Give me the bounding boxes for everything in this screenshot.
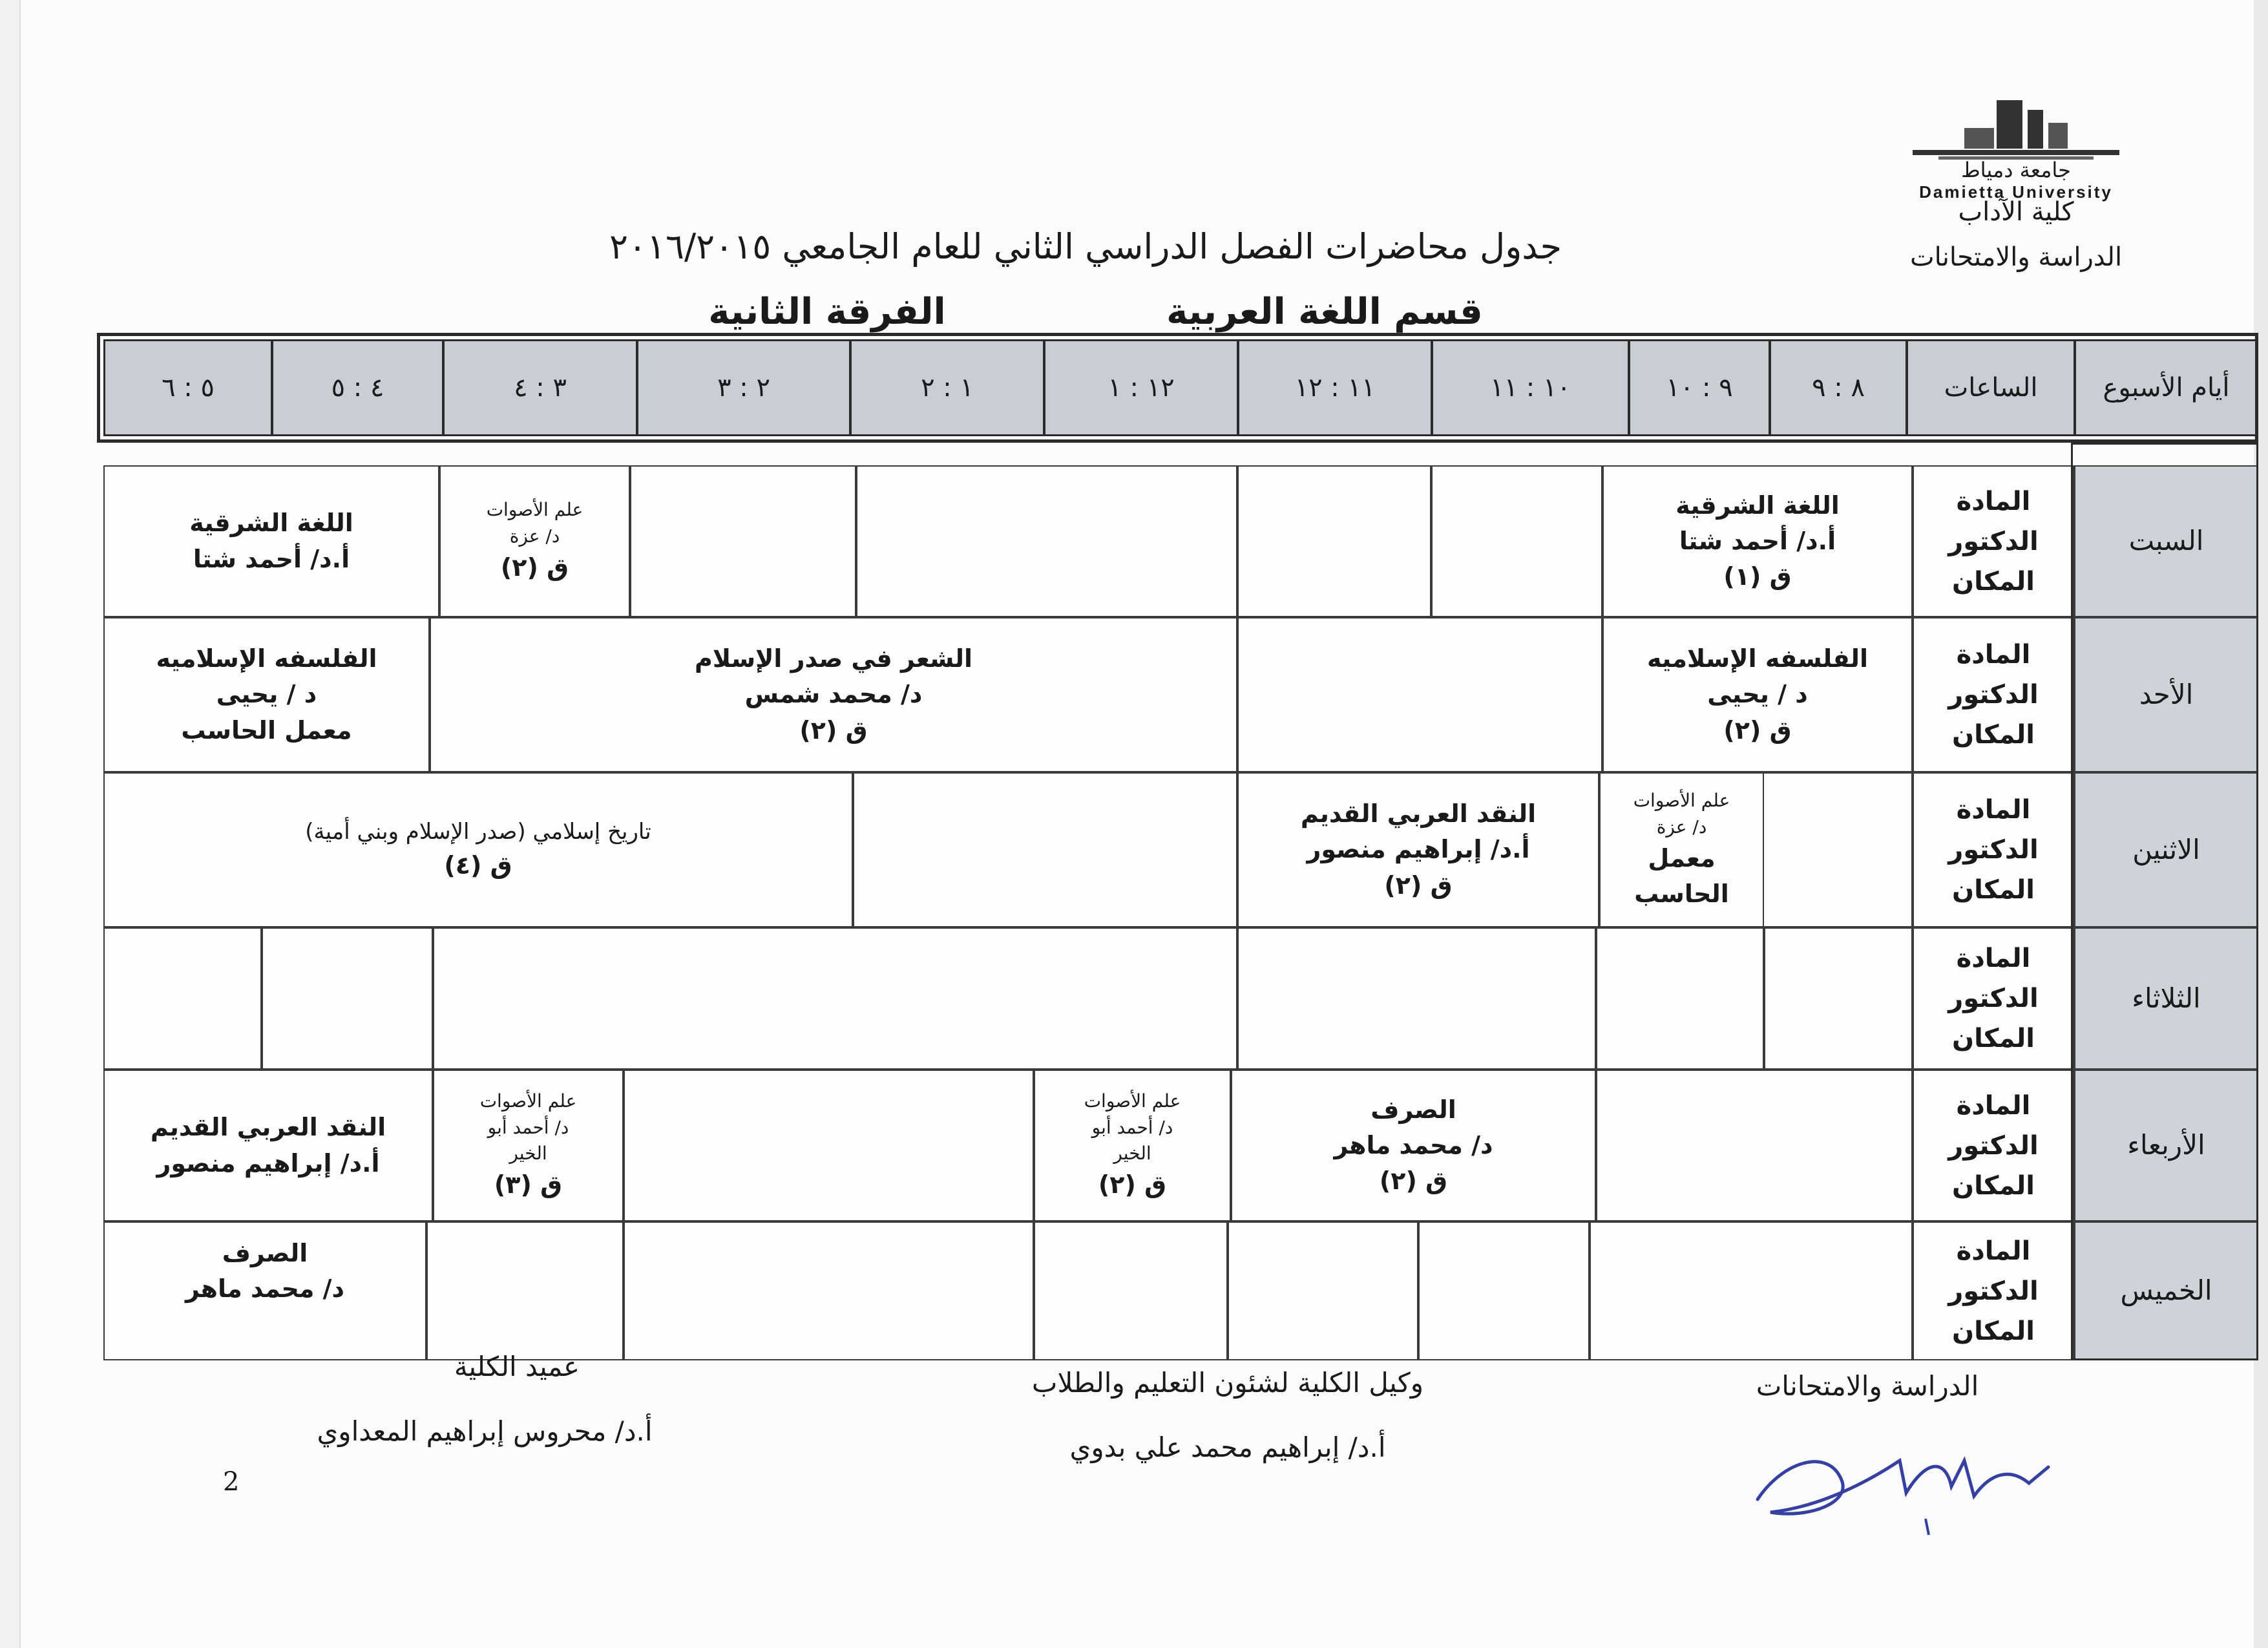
class-cell — [433, 1070, 624, 1221]
empty-cell — [624, 1221, 1034, 1360]
time-slot: ١ : ٢ — [850, 339, 1045, 436]
university-logo-icon — [1900, 97, 2132, 162]
label-place: المكان — [1952, 1024, 2035, 1053]
label-doctor: الدكتور — [1948, 1276, 2039, 1306]
label-place: المكان — [1952, 875, 2035, 905]
row-label — [1913, 927, 2074, 1070]
class-cell — [1231, 1070, 1596, 1221]
days-frame — [2071, 443, 2258, 1360]
empty-cell — [262, 927, 433, 1070]
row-label — [1913, 617, 2074, 772]
time-slot: ١١ : ١٢ — [1237, 339, 1433, 436]
empty-cell — [1237, 465, 1431, 617]
empty-cell — [1237, 617, 1602, 772]
doctor: الخير — [1113, 1143, 1151, 1165]
place: ق (٢) — [1723, 715, 1792, 745]
empty-cell — [853, 772, 1237, 927]
empty-cell — [1418, 1221, 1590, 1360]
empty-cell — [1596, 1070, 1913, 1221]
dean-title: عميد الكلية — [454, 1351, 580, 1382]
doctor: د/ أحمد أبو — [487, 1116, 569, 1138]
row-label — [1913, 772, 2074, 927]
place: ق (٣) — [494, 1170, 563, 1199]
class-cell — [1237, 772, 1599, 927]
days-header: أيام الأسبوع — [2074, 339, 2258, 436]
class-cell — [103, 465, 439, 617]
label-subject: المادة — [1956, 640, 2031, 670]
university-name-en: Damietta University — [1919, 182, 2113, 202]
subject: الصرف — [222, 1239, 308, 1267]
label-doctor: الدكتور — [1948, 835, 2039, 865]
label-doctor: الدكتور — [1948, 984, 2039, 1013]
subject: النقد العربي القديم — [150, 1113, 386, 1142]
empty-cell — [433, 927, 1237, 1070]
subject: الصرف — [1370, 1095, 1456, 1124]
empty-cell — [1590, 1221, 1913, 1360]
class-cell — [103, 1070, 433, 1221]
subject: الفلسفه الإسلاميه — [156, 644, 377, 673]
doctor: د / يحيى — [216, 680, 317, 709]
subject: الفلسفه الإسلاميه — [1646, 644, 1869, 673]
vice-dean-name: أ.د/ إبراهيم محمد علي بدوي — [1069, 1431, 1386, 1463]
place: معمل — [1648, 843, 1716, 872]
empty-cell — [1431, 465, 1602, 617]
doctor: الخير — [509, 1143, 547, 1165]
doctor: د/ محمد ماهر — [185, 1274, 344, 1304]
place: ق (٢) — [799, 715, 868, 745]
class-cell — [103, 772, 853, 927]
class-cell — [1602, 617, 1913, 772]
day-label: الأربعاء — [2127, 1129, 2205, 1161]
doctor: د/ محمد شمس — [744, 680, 923, 709]
row-label — [1913, 1221, 2074, 1360]
label-place: المكان — [1952, 720, 2035, 750]
time-slot: ١٢ : ١ — [1044, 339, 1239, 436]
row-label — [1913, 465, 2074, 617]
subject: علم الأصوات — [1084, 1090, 1181, 1112]
time-slot: ٩ : ١٠ — [1628, 339, 1770, 436]
time-slot: ١٠ : ١١ — [1431, 339, 1630, 436]
label-subject: المادة — [1956, 1090, 2031, 1121]
place: ق (١) — [1723, 562, 1792, 591]
empty-cell — [856, 465, 1237, 617]
subject: تاريخ إسلامي (صدر الإسلام وبني أمية) — [305, 818, 651, 845]
place: ق (٢) — [500, 553, 569, 582]
day-label: الثلاثاء — [2132, 982, 2201, 1014]
place: الحاسب — [1634, 879, 1729, 908]
label-subject: المادة — [1956, 486, 2031, 516]
hours-header: الساعات — [1906, 339, 2075, 436]
subject: علم الأصوات — [479, 1090, 577, 1112]
time-slot: ٢ : ٣ — [636, 339, 851, 436]
empty-cell — [624, 1070, 1034, 1221]
subject: علم الأصوات — [1633, 790, 1730, 812]
dean-name: أ.د/ محروس إبراهيم المعداوي — [317, 1415, 653, 1447]
class-cell — [439, 465, 630, 617]
time-slot: ٨ : ٩ — [1769, 339, 1907, 436]
page-number: 2 — [223, 1467, 240, 1497]
label-subject: المادة — [1956, 795, 2031, 825]
label-doctor: الدكتور — [1948, 680, 2039, 710]
subject: اللغة الشرقية — [189, 509, 353, 538]
place: ق (٤) — [444, 851, 512, 880]
time-slot: ٣ : ٤ — [443, 339, 638, 436]
place: ق (٢) — [1098, 1170, 1167, 1199]
class-cell — [1602, 465, 1913, 617]
level-name: الفرقة الثانية — [708, 291, 946, 333]
header-frame — [97, 333, 2258, 443]
exams-signature-title: الدراسة والامتحانات — [1756, 1370, 1979, 1402]
place: معمل الحاسب — [181, 715, 352, 745]
doctor: أ.د/ أحمد شتا — [1679, 526, 1836, 555]
class-cell — [103, 1221, 426, 1360]
university-name-ar: جامعة دمياط — [1961, 158, 2071, 182]
label-doctor: الدكتور — [1948, 526, 2039, 556]
dept-name: قسم اللغة العربية — [1166, 291, 1483, 333]
page-title: جدول محاضرات الفصل الدراسي الثاني للعام الجامعي ٢٠١٦/٢٠١٥ — [609, 226, 1562, 267]
class-cell — [1599, 772, 1764, 927]
scan-left-edge — [0, 0, 21, 1648]
empty-cell — [426, 1221, 624, 1360]
class-cell — [103, 617, 430, 772]
label-subject: المادة — [1956, 1236, 2031, 1266]
empty-cell — [103, 927, 262, 1070]
day-label: الأحد — [2139, 678, 2194, 710]
time-slot: ٥ : ٦ — [103, 339, 273, 436]
place: ق (٢) — [1379, 1167, 1448, 1196]
time-slot: ٤ : ٥ — [271, 339, 444, 436]
handwritten-signature-icon — [1732, 1422, 2068, 1551]
day-label: السبت — [2128, 525, 2204, 557]
label-place: المكان — [1952, 1170, 2035, 1201]
doctor: د/ عزة — [509, 525, 560, 547]
day-label: الاثنين — [2132, 833, 2200, 865]
vice-dean-title: وكيل الكلية لشئون التعليم والطلاب — [1031, 1367, 1424, 1399]
schedule-table — [97, 333, 2258, 1360]
doctor: د/ عزة — [1656, 816, 1707, 838]
empty-cell — [630, 465, 856, 617]
class-cell — [1034, 1070, 1231, 1221]
empty-cell — [1596, 927, 1764, 1070]
doctor: أ.د/ أحمد شتا — [193, 544, 350, 573]
subject: علم الأصوات — [486, 499, 583, 521]
subject: النقد العربي القديم — [1300, 799, 1537, 829]
empty-cell — [1764, 927, 1913, 1070]
label-doctor: الدكتور — [1948, 1130, 2039, 1161]
faculty-name: كلية الآداب — [1958, 197, 2074, 227]
subject: اللغة الشرقية — [1675, 491, 1840, 520]
doctor: د/ أحمد أبو — [1091, 1116, 1173, 1138]
label-place: المكان — [1952, 1316, 2035, 1346]
empty-cell — [1237, 927, 1596, 1070]
empty-cell — [1228, 1221, 1418, 1360]
doctor: أ.د/ إبراهيم منصور — [156, 1148, 380, 1178]
subject: الشعر في صدر الإسلام — [695, 644, 973, 673]
doctor: أ.د/ إبراهيم منصور — [1307, 835, 1530, 864]
day-label: الخميس — [2120, 1274, 2212, 1307]
row-label — [1913, 1070, 2074, 1221]
department-label: الدراسة والامتحانات — [1909, 242, 2123, 272]
doctor: د / يحيى — [1707, 680, 1808, 709]
place: ق (٢) — [1384, 871, 1453, 900]
empty-cell — [1034, 1221, 1228, 1360]
label-place: المكان — [1952, 566, 2035, 597]
class-cell — [430, 617, 1237, 772]
doctor: د/ محمد ماهر — [1334, 1130, 1493, 1159]
label-subject: المادة — [1956, 944, 2031, 973]
